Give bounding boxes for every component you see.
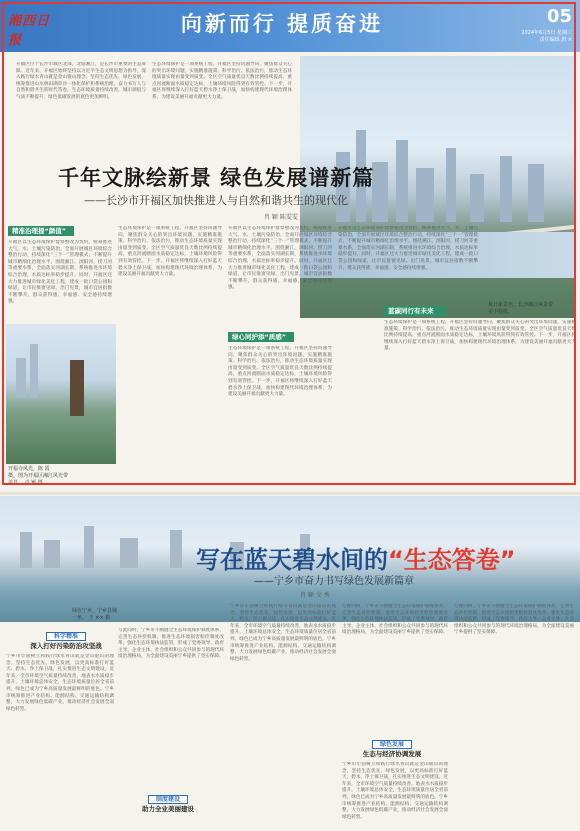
article2-column-6: 与此同时，宁乡市不断健全生态环境保护制度体系，完善生态补偿机制，推进生态环境损害赔偿制度改革，强化生态环境执法监管，形成了党委领导、政府主导、企业主体、社会组织和公众共同参与的现代环境治理格局，为全面建设美丽宁乡提供了坚实保障。 [454, 604, 574, 636]
page-title: 向新而行 提质奋进 [180, 12, 384, 36]
article2-headline-main: 写在蓝天碧水间的 [196, 546, 388, 574]
article2-column-1: 宁乡市牢固树立和践行绿水青山就是金山银山的理念，坚持生态优先、绿色发展，以更高标准打好蓝天、碧水、净土保卫战，扎实推进生态文明建设。近年来，全市环境空气质量持续改善，地表水水质稳步提升，土壤环境总体安全，生态环境质量位居全省前列，绿色已成为宁乡高质量发展最鲜明的底色。宁乡市统筹推进产业结构、能源结构、交通运输结构调整，大力发展绿色低碳产业，推动经济社会发展全面绿色转型。 [6, 654, 114, 712]
article2-byline: 肖 颖 文 秀 [300, 592, 330, 599]
article2-headline [196, 540, 536, 572]
subsection-tag-1: 科学精准 [46, 632, 86, 641]
subsection-head-2: 生态与经济协调发展 [362, 750, 422, 758]
article1-column-6: 生态环境保护是一项系统工程。开福区坚持问题导向，聚焦群众关心的突出环境问题，实施精准施策、科学治污、依法治污，推动生态环境质量实现由量变到质变。全区空气质量优良天数比例持续提高，重点河流断面水质稳定达标，土壤环境风险得到有效管控。下一步，开福区将继续深入打好蓝天碧水净土保卫战，加快构建现代环境治理体系，为建设美丽开福贡献更大力量。 [384, 320, 576, 352]
article2-column-3: 宁乡市牢固树立和践行绿水青山就是金山银山的理念，坚持生态优先、绿色发展，以更高标准打好蓝天、碧水、净土保卫战，扎实推进生态文明建设。近年来，全市环境空气质量持续改善，地表水水质稳步提升，土壤环境总体安全，生态环境质量位居全省前列，绿色已成为宁乡高质量发展最鲜明的底色。宁乡市统筹推进产业结构、能源结构、交通运输结构调整，大力发展绿色低碳产业，推动经济社会发展全面绿色转型。 [230, 604, 336, 662]
section-tag-1: 精准治理提“颜值” [8, 226, 74, 236]
article1-subhead: ——长沙市开福区加快推进人与自然和谐共生的现代化 [84, 194, 348, 207]
article1-column-4: 生态环境保护是一项系统工程。开福区坚持问题导向，聚焦群众关心的突出环境问题，实施精准施策、科学治污、依法治污，推动生态环境质量实现由量变到质变。全区空气质量优良天数比例持续提高，重点河流断面水质稳定达标，土壤环境风险得到有效管控。下一步，开福区将继续深入打好蓝天碧水净土保卫战，加快构建现代环境治理体系，为建设美丽开福贡献更大力量。 [228, 346, 332, 398]
section-tag-2: 绿心同护添“质感” [228, 332, 294, 342]
article2-column-2: 与此同时，宁乡市不断健全生态环境保护制度体系，完善生态补偿机制，推进生态环境损害赔偿制度改革，强化生态环境执法监管，形成了党委领导、政府主导、企业主体、社会组织和公众共同参与的现代环境治理格局，为全面建设美丽宁乡提供了坚实保障。 [118, 628, 224, 660]
newspaper-logo: 湘西日报 [8, 14, 51, 48]
article2-column-5: 宁乡市牢固树立和践行绿水青山就是金山银山的理念，坚持生态优先、绿色发展，以更高标准打好蓝天、碧水、净土保卫战，扎实推进生态文明建设。近年来，全市环境空气质量持续改善，地表水水质稳步提升，土壤环境总体安全，生态环境质量位居全省前列，绿色已成为宁乡高质量发展最鲜明的底色。宁乡市统筹推进产业结构、能源结构、交通运输结构调整，大力发展绿色低碳产业，推动经济社会发展全面绿色转型。 [342, 762, 448, 820]
article1-column-3: 开福区以生态环境保护督察整改为契机，统筹推进大气、水、土壤污染防治，全面开展城区环境综合整治行动，持续深化“三个一”管理模式，不断提升城市精细化治理水平。围绕湘江、浏阳河、捞刀河等重要水系，全面落实河湖长制，系统推进水环境综合治理，水质达标率稳步提升。同时，开福区还大力推进城市绿化美化工程，建成一批口袋公园和绿道，让市民推窗见绿、出门见景，城市宜居指数不断攀升，群众获得感、幸福感、安全感持续增强。 [228, 226, 332, 291]
article1-column-5: 开福区以生态环境保护督察整改为契机，统筹推进大气、水、土壤污染防治，全面开展城区环境综合整治行动，持续深化“三个一”管理模式，不断提升城市精细化治理水平。围绕湘江、浏阳河、捞刀河等重要水系，全面落实河湖长制，系统推进水环境综合治理，水质达标率稳步提升。同时，开福区还大力推进城市绿化美化工程，建成一批口袋公园和绿道，让市民推窗见绿、出门见景，城市宜居指数不断攀升，群众获得感、幸福感、安全感持续增强。 [338, 226, 478, 271]
article1-headline: 千年文脉绘新景 绿色发展谱新篇 [58, 166, 375, 190]
article2-subhead: ——宁乡市奋力书写绿色发展新篇章 [254, 576, 414, 587]
section-tag-3: 蓝碳同行有未来 [384, 306, 446, 316]
article1-column-2: 生态环境保护是一项系统工程。开福区坚持问题导向，聚焦群众关心的突出环境问题，实施精准施策、科学治污、依法治污，推动生态环境质量实现由量变到质变。全区空气质量优良天数比例持续提高，重点河流断面水质稳定达标，土壤环境风险得到有效管控。下一步，开福区将继续深入打好蓝天碧水净土保卫战，加快构建现代环境治理体系，为建设美丽开福贡献更大力量。 [118, 226, 222, 278]
article1-column-1: 开福区以生态环境保护督察整改为契机，统筹推进大气、水、土壤污染防治，全面开展城区环境综合整治行动，持续深化“三个一”管理模式，不断提升城市精细化治理水平。围绕湘江、浏阳河、捞刀河等重要水系，全面落实河湖长制，系统推进水环境综合治理，水质达标率稳步提升。同时，开福区还大力推进城市绿化美化工程，建成一批口袋公园和绿道，让市民推窗见绿、出门见景，城市宜居指数不断攀升，群众获得感、幸福感、安全感持续增强。 [8, 240, 112, 305]
intro-text-2: 生态环境保护是一项系统工程。开福区坚持问题导向，聚焦群众关心的突出环境问题，实施精准施策、科学治污、依法治污，推动生态环境质量实现由量变到质变。全区空气质量优良天数比例持续提高，重点河流断面水质稳定达标，土壤环境风险得到有效管控。下一步，开福区将继续深入打好蓝天碧水净土保卫战，加快构建现代环境治理体系，为建设美丽开福贡献更大力量。 [152, 62, 292, 100]
article2-headline-accent: “生态答卷” [388, 546, 516, 574]
article1-byline: 肖 颖 陈雯雯 [264, 214, 298, 221]
subsection-head-1: 深入打好污染防治攻坚战 [30, 642, 102, 650]
section-divider [0, 492, 580, 495]
masthead-meta: 2024年6月5日 星期三 责任编辑 唐 × [521, 30, 572, 43]
photo-caption-top: 夏日新景色，长沙湘江风景带 美不胜收。 [488, 302, 554, 315]
photo-caption-mid: 开福寺风光，陈 霞 摄。图为开福区湘江风光带 美景。 肖 颖 摄 [8, 466, 69, 486]
page-number: 05 [546, 6, 572, 27]
intro-text: 开福区位于长沙市城区北部，北临湘江，是长沙市重要的生态屏障。近年来，开福区始终坚持以习近平生态文明思想为指导，深入践行绿水青山就是金山银山理念，坚持生态优先、绿色发展，统筹推进山水林田湖草沙一体化保护和系统治理，奋力书写人与自然和谐共生的时代答卷，生态环境质量持续改善，城市颜值与气质不断提升，绿色低碳发展的底色更加鲜明。 [16, 62, 146, 100]
subsection-head-3: 助力全业美丽建设 [142, 805, 194, 813]
masthead [0, 0, 580, 52]
subsection-tag-3: 制度建设 [148, 795, 188, 804]
subsection-tag-2: 绿色发展 [372, 740, 412, 749]
pagoda-photo [6, 324, 116, 464]
photo-caption-bottom: 绿色宁乡，宁乡县城 一角。 王 ×× 摄 [72, 608, 118, 621]
article2-column-4: 与此同时，宁乡市不断健全生态环境保护制度体系，完善生态补偿机制，推进生态环境损害赔偿制度改革，强化生态环境执法监管，形成了党委领导、政府主导、企业主体、社会组织和公众共同参与的现代环境治理格局，为全面建设美丽宁乡提供了坚实保障。 [342, 604, 448, 636]
